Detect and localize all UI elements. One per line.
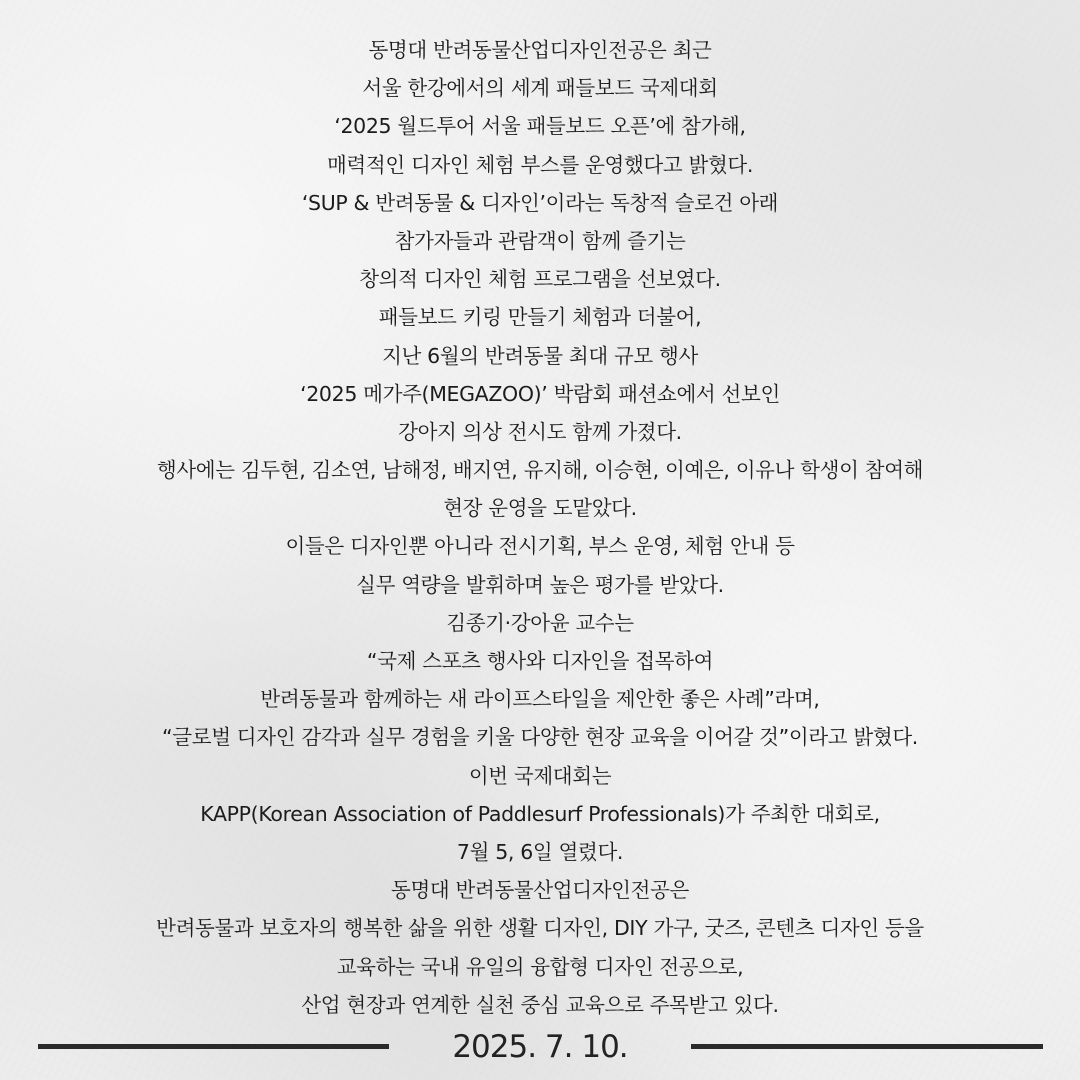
article-line: 행사에는 김두현, 김소연, 남해정, 배지연, 유지해, 이승현, 이예은, 이유나 학생이 참여해 (156, 458, 924, 483)
article-line: 실무 역량을 발휘하며 높은 평가를 받았다. (356, 572, 724, 597)
article-line: 매력적인 디자인 체험 부스를 운영했다고 밝혔다. (326, 152, 754, 177)
article-line: ‘SUP & 반려동물 & 디자인’이라는 독창적 슬로건 아래 (301, 190, 779, 215)
article-line: 반려동물과 보호자의 행복한 삶을 위한 생활 디자인, DIY 가구, 굿즈, 콘텐츠 디자인 등을 (156, 916, 924, 941)
article-line: 창의적 디자인 체험 프로그램을 선보였다. (359, 267, 721, 292)
article-line: “글로벌 디자인 감각과 실무 경험을 키울 다양한 현장 교육을 이어갈 것”이라고 밝혔다. (162, 725, 918, 750)
footer (0, 1022, 1080, 1072)
divider-left (38, 1044, 389, 1049)
divider-right (691, 1044, 1043, 1049)
article-line: 김종기·강아윤 교수는 (446, 610, 634, 635)
article-line: 산업 현장과 연계한 실천 중심 교육으로 주목받고 있다. (301, 992, 779, 1017)
article-line: “국제 스포츠 행사와 디자인을 접목하여 (366, 649, 714, 673)
article-line: ‘2025 월드투어 서울 패들보드 오픈’에 참가해, (334, 114, 746, 139)
article-line: 강아지 의상 전시도 함께 가졌다. (398, 419, 682, 444)
article-line: 지난 6월의 반려동물 최대 규모 행사 (382, 343, 698, 368)
article-body (40, 31, 1040, 1024)
article-line: 동명대 반려동물산업디자인전공은 최근 (368, 38, 712, 62)
publish-date: 2025. 7. 10. (452, 1029, 628, 1065)
article-line: 7월 5, 6일 열렸다. (456, 839, 624, 864)
article-line: 이번 국제대회는 (468, 763, 612, 788)
article-line: 반려동물과 함께하는 새 라이프스타일을 제안한 좋은 사례”라며, (260, 687, 820, 712)
article-line: 패들보드 키링 만들기 체험과 더불어, (378, 305, 702, 330)
article-line: ‘2025 메가주(MEGAZOO)’ 박람회 패션쇼에서 선보인 (300, 381, 780, 406)
article-line: 동명대 반려동물산업디자인전공은 (391, 878, 689, 903)
article-line: 서울 한강에서의 세계 패들보드 국제대회 (362, 76, 718, 101)
article-line: 교육하는 국내 유일의 융합형 디자인 전공으로, (336, 954, 744, 979)
article-line: 현장 운영을 도맡았다. (443, 496, 637, 521)
article-line: 참가자들과 관람객이 함께 즐기는 (394, 228, 686, 253)
article-line: 이들은 디자인뿐 아니라 전시기획, 부스 운영, 체험 안내 등 (285, 534, 795, 559)
article-line: KAPP(Korean Association of Paddlesurf Professionals)가 주최한 대회로, (200, 801, 880, 826)
